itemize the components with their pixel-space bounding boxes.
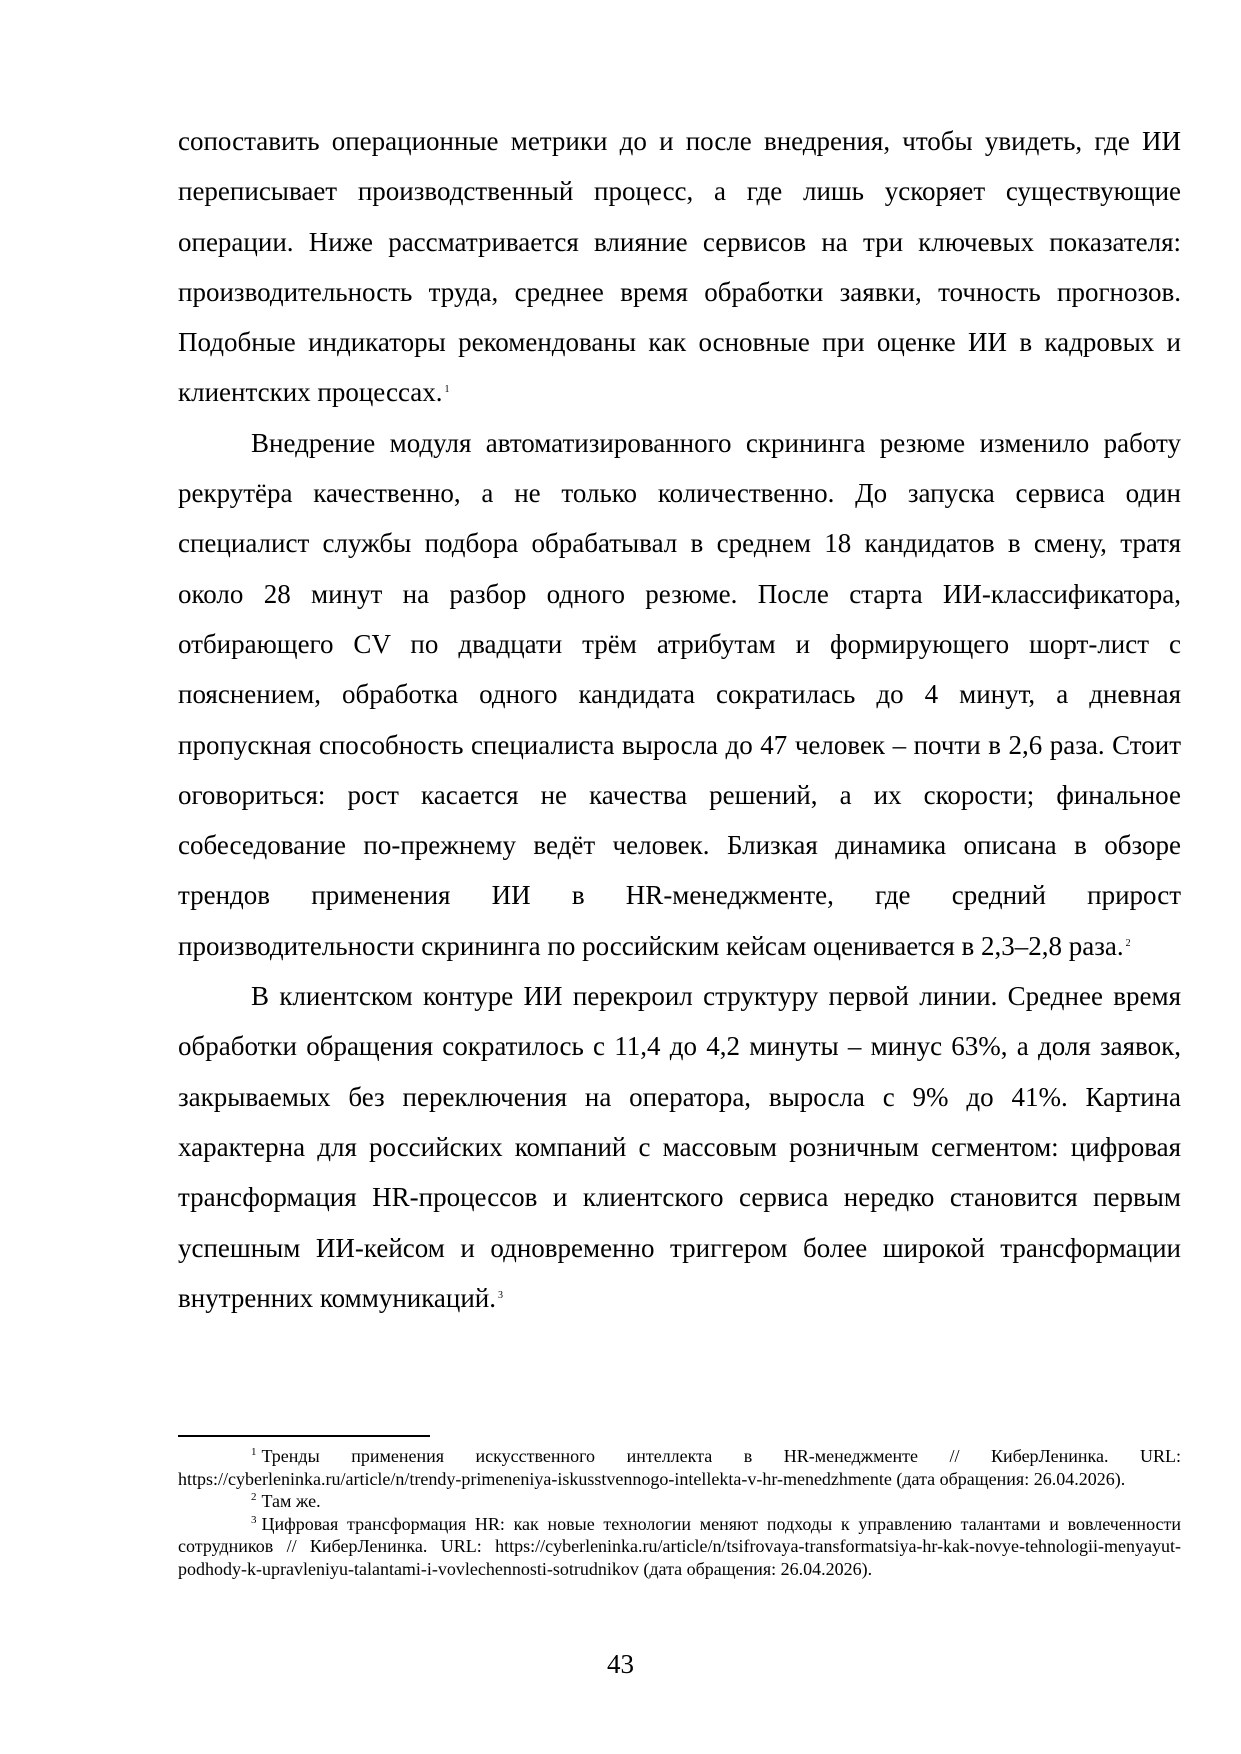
paragraph-2-text: Внедрение модуля автоматизированного скрининга резюме изменило работу рекрутёра качественно, а не только количественно. До запуска сервиса один специалист службы подбора обрабатывал в среднем 18 кандидатов в смену, тратя около 28 минут на разбор одного резюме. После старта ИИ-классификатора, отбирающего CV по двадцати трём атрибутам и формирующего шорт-лист с пояснением, обработка одного кандидата сократилась до 4 минут, а дневная пропускная способность специалиста выросла до 47 человек – почти в 2,6 раза. Стоит оговориться: рост касается не качества решений, а их скорости; финальное собеседование по-прежнему ведёт человек. Близкая динамика описана в обзоре трендов применения ИИ в HR-менеджменте, где средний прирост производительности скрининга по российским кейсам оценивается в 2,3–2,8 раза. (178, 427, 1181, 961)
paragraph-3-text: В клиентском контуре ИИ перекроил структуру первой линии. Среднее время обработки обращения сократилось с 11,4 до 4,2 минуты – минус 63%, а доля заявок, закрываемых без переключения на оператора, выросла с 9% до 41%. Картина характерна для российских компаний с массовым розничным сегментом: цифровая трансформация HR-процессов и клиентского сервиса нередко становится первым успешным ИИ-кейсом и одновременно триггером более широкой трансформации внутренних коммуникаций. (178, 981, 1181, 1313)
footnote-reference-3[interactable]: 3 (498, 1289, 504, 1301)
footnote-3-text: Цифровая трансформация HR: как новые технологии меняют подходы к управлению талантами и вовлеченности сотрудников // КиберЛенинка. URL: https://cyberleninka.ru/article/n/tsifrovaya-transformatsiya-hr-kak-novye-tehnologii-menyayut-podhody-k-upravleniyu-talantami-i-vovlechennosti-sotrudnikov (дата обращения: 26.04.2026). (178, 1513, 1181, 1579)
paragraph-1 (178, 116, 1181, 418)
footnote-reference-1[interactable]: 1 (444, 384, 450, 396)
paragraph-2 (178, 418, 1181, 971)
footnote-3-mark: 3 (251, 1513, 257, 1526)
page-number: 43 (607, 1649, 634, 1679)
footnote-reference-2[interactable]: 2 (1125, 937, 1131, 949)
footnote-1-text: Тренды применения искусственного интеллекта в HR-менеджменте // КиберЛенинка. URL: https://cyberleninka.ru/article/n/trendy-primeneniya-iskusstvennogo-intellekta-v-hr-menedzhmente (дата обращения: 26.04.2026). (178, 1446, 1181, 1489)
footnote-1-mark: 1 (251, 1446, 257, 1458)
footnote-2 (178, 1490, 1181, 1513)
footnotes (178, 1445, 1181, 1580)
paragraph-3 (178, 971, 1181, 1323)
footnote-2-text: Там же. (261, 1491, 321, 1511)
body-text (178, 116, 1181, 1323)
footnote-separator (178, 1435, 430, 1437)
footnote-3 (178, 1513, 1181, 1581)
paragraph-1-text: сопоставить операционные метрики до и после внедрения, чтобы увидеть, где ИИ переписывает производственный процесс, а где лишь ускоряет существующие операции. Ниже рассматривается влияние сервисов на три ключевых показателя: производительность труда, среднее время обработки заявки, точность прогнозов. Подобные индикаторы рекомендованы как основные при оценке ИИ в кадровых и клиентских процессах. (178, 126, 1181, 408)
footnote-2-mark: 2 (251, 1491, 257, 1503)
footnote-1 (178, 1445, 1181, 1490)
